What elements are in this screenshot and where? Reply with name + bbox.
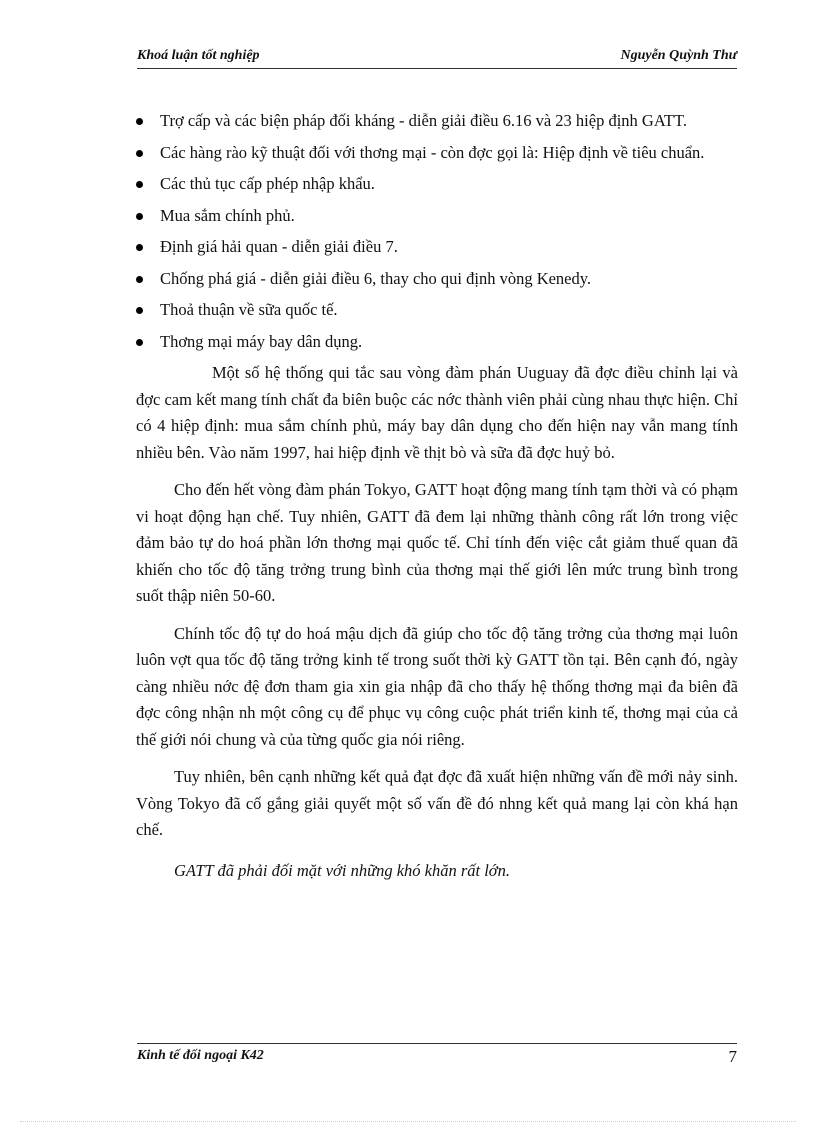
page-footer [137,1043,737,1070]
list-item: Định giá hải quan - diễn giải điều 7. [136,234,738,261]
page-body [136,108,738,895]
bullet-icon [136,244,143,251]
page-number: 7 [728,1047,737,1066]
list-item: Thơng mại máy bay dân dụng. [136,329,738,356]
bullet-icon [136,276,143,283]
list-item: Các hàng rào kỹ thuật đối với thơng mại - còn đợc gọi là: Hiệp định về tiêu chuẩn. [136,140,738,167]
list-item: Chống phá giá - diễn giải điều 6, thay cho qui định vòng Kenedy. [136,266,738,293]
list-item: Mua sắm chính phủ. [136,203,738,230]
bullet-icon [136,118,143,125]
page-edge-divider [20,1121,796,1122]
paragraph: Chính tốc độ tự do hoá mậu dịch đã giúp cho tốc độ tăng trởng của thơng mại luôn luôn vợt qua tốc độ tăng trởng kinh tế trong suốt thời kỳ GATT tồn tại. Bên cạnh đó, ngày càng nhiều nớc đệ đơn tham gia xin gia nhập đã cho thấy hệ thống thơng mại đa biên đã đợc công nhận nh một công cụ để phục vụ công cuộc phát triển kinh tế, thơng mại của cả thế giới nói chung và của từng quốc gia nói riêng. [136,623,738,749]
list-item: Trợ cấp và các biện pháp đối kháng - diễn giải điều 6.16 và 23 hiệp định GATT. [136,108,738,135]
bullet-icon [136,339,143,346]
paragraph: Một số hệ thống qui tắc sau vòng đàm phán Uuguay đã đợc điều chỉnh lại và đợc cam kết mang tính chất đa biên buộc các nớc thành viên phải cùng nhau thực hiện. Chỉ có 4 hiệp định: mua sắm chính phủ, máy bay dân dụng cho đến hiện nay vẫn mang tính nhiều bên. Vào năm 1997, hai hiệp định về thịt bò và sữa đã đợc huỷ bỏ. [136,363,738,462]
list-item: Thoả thuận về sữa quốc tế. [136,297,738,324]
bullet-icon [136,181,143,188]
bullet-icon [136,150,143,157]
header-author: Nguyễn Quỳnh Thư [620,48,737,63]
bullet-list [136,108,738,355]
list-item: Các thủ tục cấp phép nhập khẩu. [136,171,738,198]
header-left-title: Khoá luận tốt nghiệp [137,48,260,63]
bullet-icon [136,307,143,314]
paragraph: Tuy nhiên, bên cạnh những kết quả đạt đợc đã xuất hiện những vấn đề mới nảy sinh. Vòng Tokyo đã cố gắng giải quyết một số vấn đề đó nhng kết quả mang lại còn khá hạn chế. [136,767,738,839]
page-header [137,46,737,69]
bullet-icon [136,213,143,220]
footer-course: Kinh tế đối ngoại K42 [137,1048,264,1063]
paragraph: Cho đến hết vòng đàm phán Tokyo, GATT hoạt động mang tính tạm thời và có phạm vi hoạt động hạn chế. Tuy nhiên, GATT đã đem lại những thành công rất lớn trong việc đảm bảo tự do hoá phần lớn thơng mại quốc tế. Chỉ tính đến việc cắt giảm thuế quan đã khiến cho tốc độ tăng trởng trung bình của thơng mại thế giới lên mức trung bình trong suốt thập niên 50-60. [136,480,738,605]
closing-italic-line: GATT đã phải đối mặt với những khó khăn rất lớn. [174,860,510,880]
